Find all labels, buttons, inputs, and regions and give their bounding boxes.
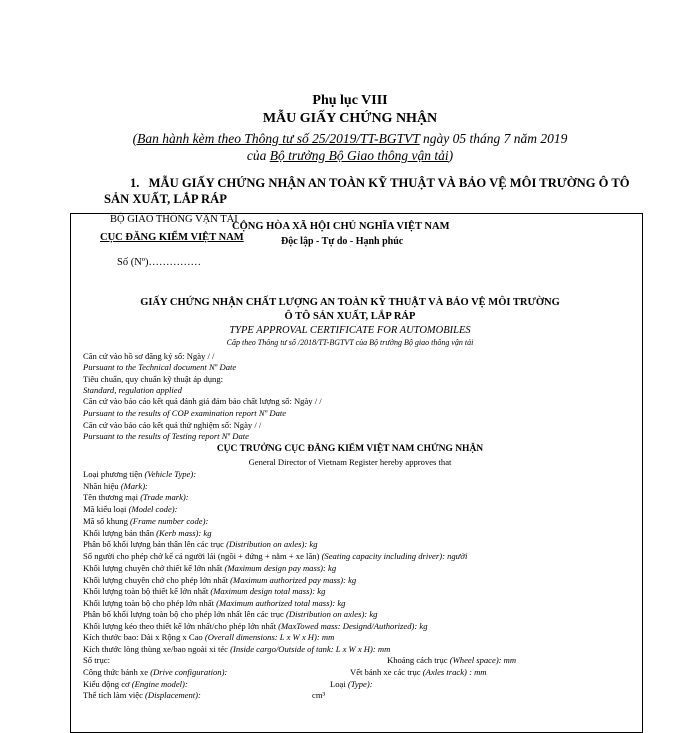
issued-line-1-part-b: ngày 05 tháng 7 năm 2019	[419, 131, 568, 146]
field-label-vi: Kích thước bao: Dài x Rộng x Cao	[83, 632, 205, 642]
issued-line-2-part-c: )	[448, 148, 454, 163]
pair-left-en: (Engine model):	[131, 679, 188, 689]
pair-left-en: (Drive configuration):	[150, 667, 228, 677]
field-label-vi: Tên thương mại	[83, 492, 141, 502]
certificate-title-line-1: GIẤY CHỨNG NHẬN CHẤT LƯỢNG AN TOÀN KỸ THUẬT VÀ BẢO VỆ MÔI TRƯỜNG	[140, 297, 560, 308]
national-motto: Độc lập - Tự do - Hạnh phúc	[281, 236, 404, 247]
field-row	[83, 563, 336, 573]
pair-row-left	[83, 690, 201, 700]
field-label-vi: Khối lượng toàn bộ thiết kế lớn nhất	[83, 586, 211, 596]
field-label-en: (Vehicle Type):	[144, 469, 197, 479]
field-label-vi: Khối lượng chuyên chở thiết kế lớn nhất	[83, 563, 225, 573]
pair-right-vi: Vết bánh xe các trục	[350, 667, 423, 677]
pair-left-vi: Số trục:	[83, 655, 110, 665]
basis-line	[83, 385, 182, 395]
field-label-en: (Frame number code):	[130, 516, 209, 526]
agency-name: CỤC ĐĂNG KIỂM VIỆT NAM	[100, 232, 244, 243]
pair-row-right	[387, 655, 516, 665]
basis-line	[83, 351, 214, 361]
field-row	[83, 598, 345, 608]
field-label-en: (Maximum design pay mass): kg	[224, 563, 337, 573]
section-heading-line-1	[130, 176, 630, 191]
basis-line	[83, 408, 286, 418]
field-label-en: (Trade mark):	[140, 492, 189, 502]
field-label-vi: Phân bố khối lượng bản thân lên các trục	[83, 539, 227, 549]
pair-right-vi: Loại	[330, 679, 348, 689]
field-label-en: (Distribution on axles): kg	[286, 609, 378, 619]
field-label-vi: Mã kiểu loại	[83, 504, 129, 514]
basis-vi: Căn cứ vào hồ sơ đăng ký số: Ngày / /	[83, 351, 215, 361]
pair-right-vi: Khoảng cách trục	[387, 655, 450, 665]
field-label-vi: Số người cho phép chở kể cả người lái (ngồi + đứng + nằm + xe lăn)	[83, 551, 322, 561]
field-label-en: (Distribution on axles): kg	[226, 539, 318, 549]
field-row	[83, 469, 196, 479]
basis-en: Pursuant to the results of Testing report Nº Date	[83, 431, 249, 441]
field-label-en: (Inside cargo/Outside of tank: L x W x H): mm	[230, 644, 391, 654]
director-approval: General Director of Vietnam Register hereby approves that	[248, 457, 452, 467]
issued-line-2	[0, 148, 700, 164]
field-label-vi: Loại phương tiện	[83, 469, 145, 479]
field-label-vi: Khối lượng chuyên chở cho phép lớn nhất	[83, 575, 231, 585]
field-row	[83, 504, 178, 514]
field-row	[83, 516, 208, 526]
field-row	[83, 481, 148, 491]
field-label-vi: Khối lượng kéo theo thiết kế lớn nhất/cho phép lớn nhất	[83, 621, 279, 631]
field-label-en: (Maximum authorized total mass): kg	[216, 598, 346, 608]
basis-line	[83, 420, 261, 430]
basis-vi: Căn cứ vào báo cáo kết quả đánh giá đảm bảo chất lượng số: Ngày / /	[83, 396, 322, 406]
director-title: CỤC TRƯỞNG CỤC ĐĂNG KIỂM VIỆT NAM CHỨNG NHẬN	[216, 444, 484, 454]
field-label-vi: Khối lượng toàn bộ cho phép lớn nhất	[83, 598, 217, 608]
pair-left-vi: Kiểu động cơ	[83, 679, 132, 689]
certificate-number: Số (Nº)……………	[117, 257, 202, 268]
republic-name: CỘNG HÒA XÃ HỘI CHỦ NGHĨA VIỆT NAM	[232, 221, 450, 232]
pair-row-right	[312, 690, 325, 700]
field-label-en: (Overall dimensions: L x W x H): mm	[204, 632, 335, 642]
field-label-vi: Khối lượng bản thân	[83, 528, 157, 538]
basis-line	[83, 374, 223, 384]
field-label-vi: Kích thước lòng thùng xe/bao ngoài xi téc	[83, 644, 231, 654]
field-row	[83, 644, 390, 654]
pair-left-vi: Thể tích làm việc	[83, 690, 146, 700]
field-label-en: (Maximum authorized pay mass): kg	[230, 575, 357, 585]
field-label-en: (Model code):	[128, 504, 178, 514]
field-label-en: (Mark):	[120, 481, 148, 491]
field-label-en: (MaxTowed mass: Designd/Authorized): kg	[278, 621, 428, 631]
field-row	[83, 551, 467, 561]
pair-row-right	[350, 667, 487, 677]
pair-right-en: (Axles track) : mm	[422, 667, 487, 677]
field-row	[83, 632, 334, 642]
issued-under-circular: Cấp theo Thông tư số /2018/TT-BGTVT của Bộ trưởng Bộ giao thông vận tải	[226, 338, 474, 347]
issued-line-2-part-a: của	[246, 148, 270, 163]
field-row	[83, 492, 189, 502]
field-label-vi: Nhãn hiệu	[83, 481, 121, 491]
pair-row-left	[83, 655, 110, 665]
pair-row-left	[83, 667, 227, 677]
pair-right-en: (Type):	[347, 679, 373, 689]
basis-line	[83, 362, 236, 372]
field-row	[83, 528, 212, 538]
field-label-vi: Phân bố khối lượng toàn bộ cho phép lớn nhất lên các trục	[83, 609, 287, 619]
field-row	[83, 621, 428, 631]
pair-left-en: (Displacement):	[145, 690, 201, 700]
ministry-name: BỘ GIAO THÔNG VẬN TẢI	[110, 214, 238, 225]
basis-en: Pursuant to the results of COP examination report Nº Date	[83, 408, 287, 418]
issued-line-2-part-b: Bộ trưởng Bộ Giao thông vận tải	[269, 148, 449, 163]
field-label-vi: Mã số khung	[83, 516, 131, 526]
field-label-en: (Kerb mass): kg	[156, 528, 212, 538]
basis-vi: Căn cứ vào báo cáo kết quả thử nghiệm số: Ngày / /	[83, 420, 262, 430]
section-heading-line-2: SẢN XUẤT, LẮP RÁP	[104, 192, 227, 206]
field-label-en: (Maximum design total mass): kg	[210, 586, 326, 596]
document-title: MẪU GIẤY CHỨNG NHẬN	[262, 111, 438, 126]
field-label-en: (Seating capacity including driver): người	[321, 551, 468, 561]
certificate-title-en: TYPE APPROVAL CERTIFICATE FOR AUTOMOBILES	[229, 325, 471, 336]
pair-right-vi: cm³	[312, 690, 326, 700]
field-row	[83, 539, 318, 549]
basis-vi: Tiêu chuẩn, quy chuẩn kỹ thuật áp dụng:	[83, 374, 224, 384]
issued-line-1	[0, 131, 700, 147]
basis-line	[83, 396, 322, 406]
section-number: 1.	[130, 176, 140, 190]
basis-en: Standard, regulation applied	[83, 385, 182, 395]
section-title-1: MẪU GIẤY CHỨNG NHẬN AN TOÀN KỸ THUẬT VÀ BẢO VỆ MÔI TRƯỜNG Ô TÔ	[148, 176, 630, 190]
field-row	[83, 586, 325, 596]
issued-line-1-part-a: (Ban hành kèm theo Thông tư số 25/2019/TT-BGTVT	[132, 131, 420, 146]
pair-right-en: (Wheel space): mm	[449, 655, 517, 665]
basis-line	[83, 431, 249, 441]
pair-row-left	[83, 679, 188, 689]
pair-left-vi: Công thức bánh xe	[83, 667, 151, 677]
field-row	[83, 609, 377, 619]
appendix-heading: Phụ lục VIII	[312, 93, 388, 108]
field-row	[83, 575, 356, 585]
pair-row-right	[330, 679, 373, 689]
certificate-title-line-2: Ô TÔ SẢN XUẤT, LẮP RÁP	[284, 311, 416, 322]
basis-en: Pursuant to the Technical document Nº Date	[83, 362, 237, 372]
